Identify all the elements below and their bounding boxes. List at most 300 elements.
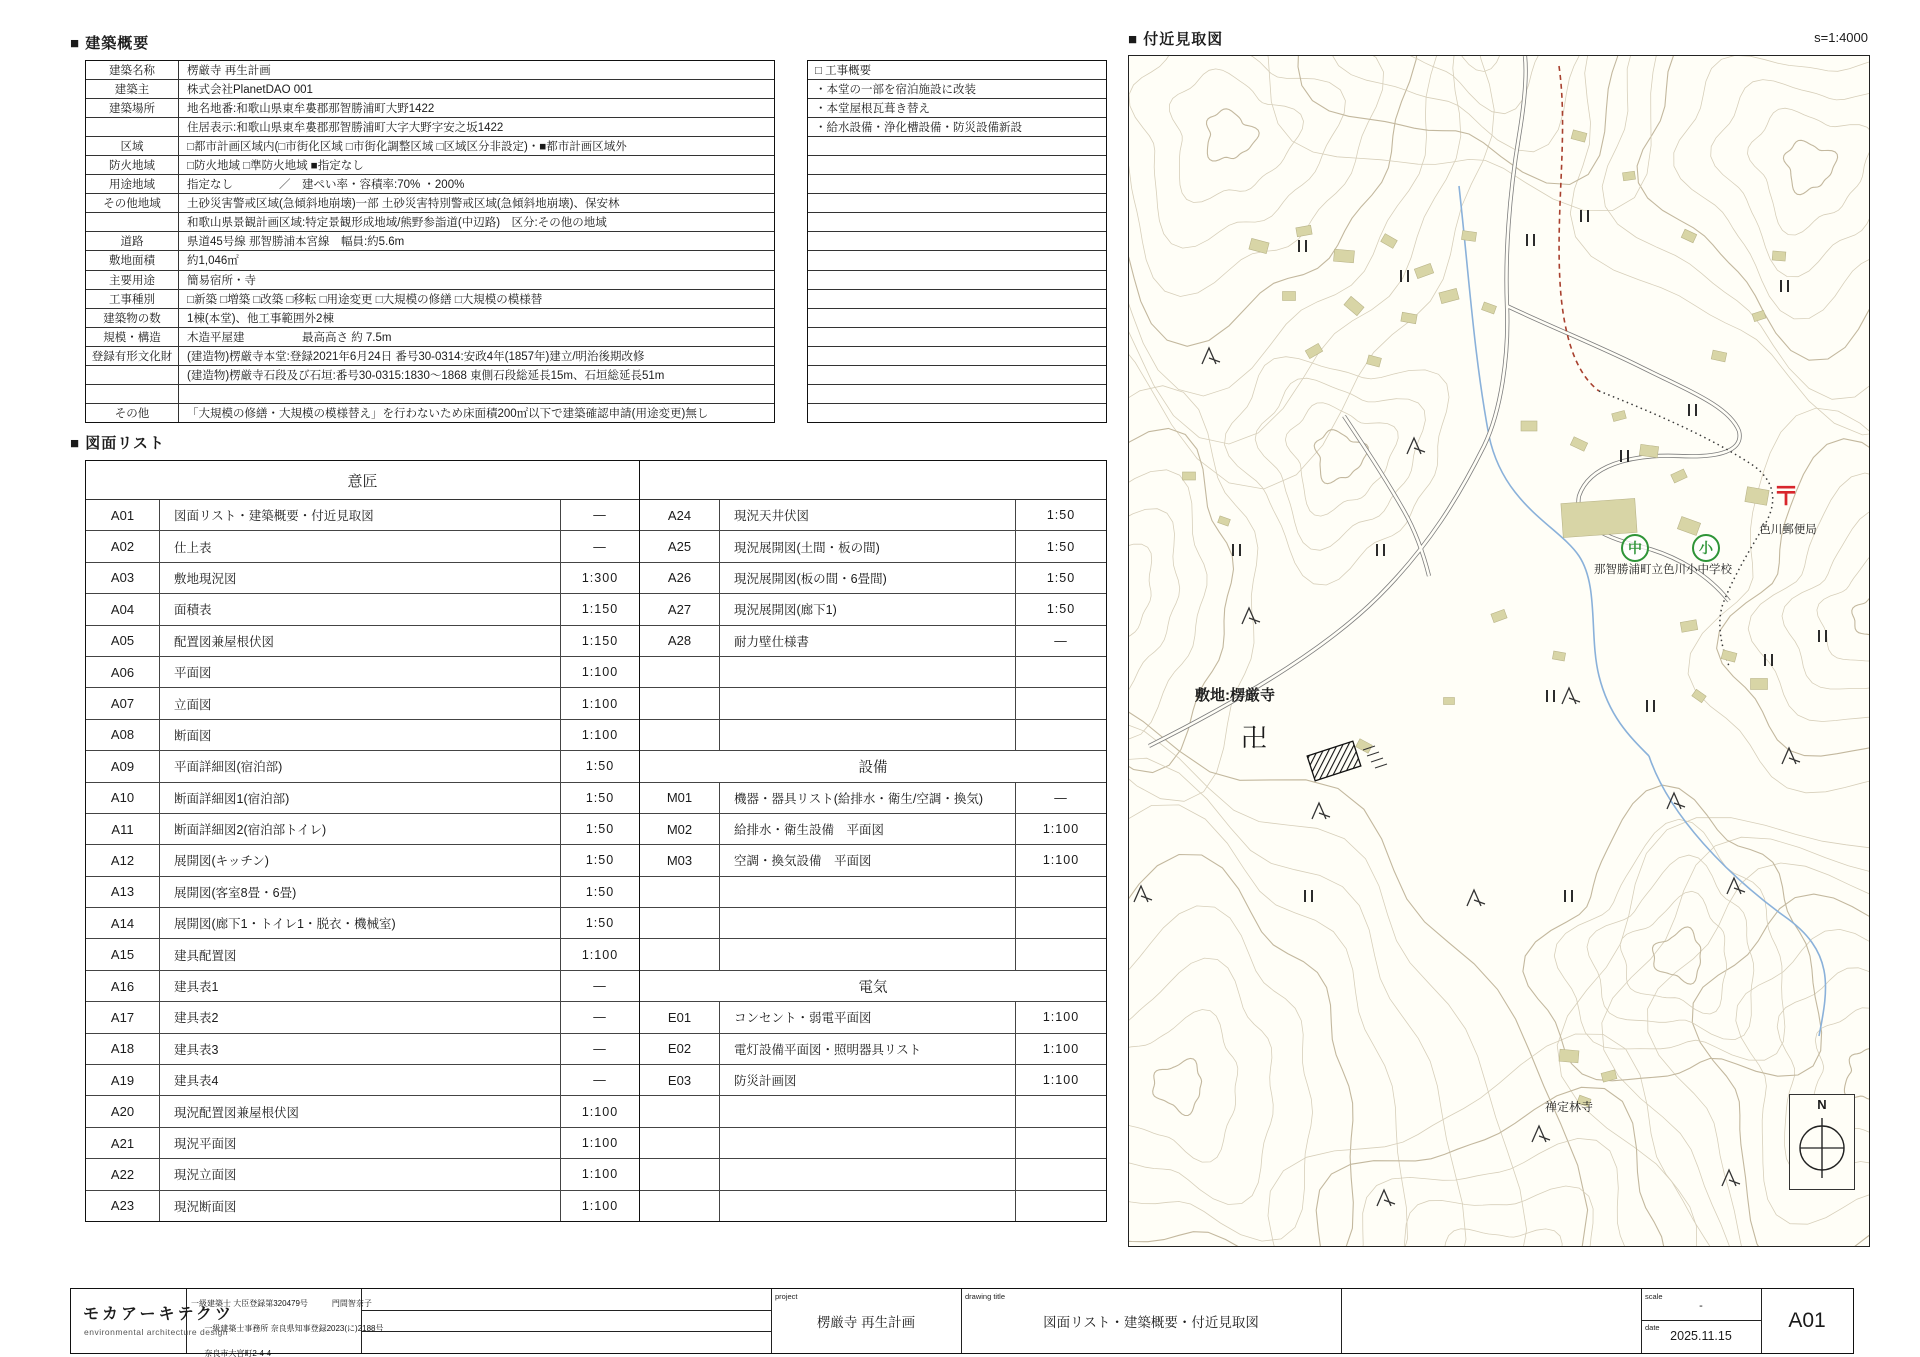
row-value: 株式会社PlanetDAO 001: [187, 84, 313, 97]
table-row: [86, 938, 639, 969]
list-item: [808, 365, 1106, 384]
registration-line: 一級建築士 大臣登録第320479号 門間智奈子: [191, 1299, 372, 1308]
drawing-scale: 1:100: [581, 665, 619, 680]
drawing-name: [720, 657, 1016, 687]
list-item: [808, 212, 1106, 231]
row-value: [179, 385, 774, 403]
tree-symbol: [1312, 803, 1330, 819]
project-name: 楞厳寺 再生計画: [816, 1315, 916, 1330]
drawing-name: [720, 1191, 1016, 1221]
field-symbol: [1527, 234, 1534, 246]
table-row: [86, 365, 774, 384]
drawing-number: M02: [640, 814, 720, 844]
table-row: [640, 593, 1106, 624]
drawing-number: A12: [86, 845, 160, 875]
drawing-number: A03: [86, 563, 160, 593]
firm-name: モカアーキテクツ: [83, 1306, 234, 1323]
field-symbol: [1377, 544, 1384, 556]
post-office-icon: 〒: [1773, 481, 1800, 511]
drawing-scale: 1:100: [581, 1136, 619, 1150]
drawing-number: A24: [640, 500, 720, 530]
table-row: [640, 844, 1106, 875]
field-symbol: [1819, 630, 1826, 642]
drawing-number: A21: [86, 1128, 160, 1158]
row-label: 工事種別: [86, 290, 179, 308]
table-row: [640, 1033, 1106, 1064]
row-value: 土砂災害警戒区域(急傾斜地崩壊)一部 土砂災害特別警戒区域(急傾斜地崩壊)、保安林: [187, 198, 620, 211]
tree-symbol: [1667, 793, 1685, 809]
drawing-number: [640, 720, 720, 750]
row-label: [86, 366, 179, 384]
drawing-number: [640, 1159, 720, 1189]
row-value: 楞厳寺 再生計画: [187, 65, 271, 78]
site-building-hatched: [1307, 741, 1361, 781]
drawing-name: 展開図(廊下1・トイレ1・脱衣・機械室): [160, 908, 561, 938]
table-row: [86, 1064, 639, 1095]
row-label: [86, 118, 179, 136]
title-block-row-line: [361, 1331, 771, 1332]
table-row: [86, 1095, 639, 1126]
drawing-name: 防災計画図: [720, 1065, 1016, 1095]
row-value: 県道45号線 那智勝浦本宮線 幅員:約5.6m: [187, 236, 405, 249]
table-row: [640, 500, 1106, 530]
drawing-name: 耐力壁仕様書: [720, 626, 1016, 656]
table-row: [86, 193, 774, 212]
drawing-scale: —: [593, 1041, 607, 1056]
drawing-number: [640, 1096, 720, 1126]
drawing-scale: 1:50: [1046, 570, 1076, 585]
table-row: [640, 1190, 1106, 1221]
table-row: [86, 782, 639, 813]
drawing-number: A20: [86, 1096, 160, 1126]
drawing-number: M01: [640, 783, 720, 813]
drawing-number: [640, 657, 720, 687]
row-value: (建造物)楞厳寺本堂:登録2021年6月24日 番号30-0314:安政4年(1857年)建立/明治後期改修: [187, 350, 645, 363]
zen-temple-label: 禅定林寺: [1544, 1100, 1593, 1114]
row-label: [86, 213, 179, 231]
elementary-school-icon: 小: [1692, 534, 1720, 562]
row-label: [86, 385, 179, 403]
drawing-name: 平面詳細図(宿泊部): [160, 751, 561, 781]
field-symbol: [1581, 210, 1588, 222]
table-row: [86, 289, 774, 308]
drawing-number: A19: [86, 1065, 160, 1095]
table-row: [86, 327, 774, 346]
list-item: [808, 174, 1106, 193]
drawing-name: 現況展開図(土間・板の間): [720, 531, 1016, 561]
field-symbol: [1689, 404, 1696, 416]
right-column-header-empty: [640, 461, 1106, 500]
row-label: 敷地面積: [86, 251, 179, 269]
topographic-map-graphic: [1129, 56, 1869, 1246]
table-row: [86, 1033, 639, 1064]
drawing-name: 建具表4: [160, 1065, 561, 1095]
table-row: [86, 384, 774, 403]
tree-symbol: [1377, 1190, 1395, 1206]
table-row: [86, 656, 639, 687]
drawing-scale: —: [1054, 633, 1068, 648]
drawing-scale: 1:150: [581, 602, 619, 617]
drawing-name: 現況断面図: [160, 1191, 561, 1221]
tree-symbol: [1782, 748, 1800, 764]
row-label: 建築物の数: [86, 309, 179, 327]
field-symbol: [1765, 654, 1772, 666]
tree-symbol: [1467, 890, 1485, 906]
stream-lines: [1459, 186, 1826, 1036]
list-item: [808, 384, 1106, 403]
drawing-number: A08: [86, 720, 160, 750]
drawing-name: [720, 1128, 1016, 1158]
date-value: 2025.11.15: [1670, 1329, 1732, 1343]
tree-symbol: [1202, 348, 1220, 364]
field-symbol: [1305, 890, 1312, 902]
table-row: [86, 750, 639, 781]
table-row: [640, 813, 1106, 844]
table-row: [86, 270, 774, 289]
drawing-scale: 1:50: [585, 790, 615, 805]
drawing-number: [640, 688, 720, 718]
table-row: [640, 907, 1106, 938]
list-item: [808, 289, 1106, 308]
drawing-list-left-rows: [86, 500, 639, 1221]
drawing-name: 現況立面図: [160, 1159, 561, 1189]
section-header-row: 設備: [640, 750, 1106, 781]
table-row: [86, 593, 639, 624]
drawing-scale: [1016, 877, 1106, 907]
drawing-scale: 1:100: [581, 1198, 619, 1213]
drawing-scale: 1:50: [1046, 602, 1076, 617]
drawing-number: E03: [640, 1065, 720, 1095]
row-value: (建造物)楞厳寺石段及び石垣:番号30-0315:1830〜1868 東側石段総延長15m、石垣総延長51m: [187, 369, 665, 382]
list-item: [808, 308, 1106, 327]
drawing-scale: 1:100: [1042, 822, 1080, 837]
table-row: [86, 500, 639, 530]
manji-temple-icon: 卍: [1241, 723, 1268, 753]
vicinity-map: [1128, 55, 1870, 1247]
table-row: [86, 1127, 639, 1158]
drawing-scale: 1:100: [581, 727, 619, 742]
row-value: 地名地番:和歌山県東牟婁郡那智勝浦町大野1422: [187, 103, 435, 116]
drawing-name: 配置図兼屋根伏図: [160, 626, 561, 656]
row-label: 用途地域: [86, 175, 179, 193]
drawing-scale: 1:100: [581, 947, 619, 962]
stone-steps: [1363, 746, 1387, 768]
tree-symbol: [1532, 1126, 1550, 1142]
table-row: [640, 1001, 1106, 1032]
drawing-number: [640, 1191, 720, 1221]
table-row: [86, 79, 774, 98]
tree-symbol: [1134, 886, 1152, 902]
post-office-label: 色川郵便局: [1759, 524, 1817, 536]
drawing-name: 面積表: [160, 594, 561, 624]
drawing-name: 建具配置図: [160, 939, 561, 969]
table-row: [640, 687, 1106, 718]
row-value: 指定なし ／ 建ぺい率・容積率:70% ・200%: [187, 179, 465, 192]
drawing-list-design-column: [86, 461, 640, 1221]
list-item: [808, 136, 1106, 155]
drawing-number: [640, 939, 720, 969]
drawing-name: 現況天井伏図: [720, 500, 1016, 530]
table-row: [640, 562, 1106, 593]
drawing-number: A18: [86, 1034, 160, 1064]
table-row: [640, 656, 1106, 687]
drawing-name: [720, 908, 1016, 938]
drawing-scale: [1016, 908, 1106, 938]
field-symbol: [1299, 240, 1306, 252]
tree-symbol: [1722, 1170, 1740, 1186]
row-label: 防火地域: [86, 156, 179, 174]
north-compass: [1789, 1094, 1855, 1190]
drawing-name: 平面図: [160, 657, 561, 687]
drawing-name: 建具表2: [160, 1002, 561, 1032]
section-header-row: 電気: [640, 970, 1106, 1001]
map-scale-note: s=1:4000: [1814, 30, 1868, 45]
drawing-scale: —: [593, 979, 607, 994]
trail-dashed-red: [1559, 66, 1599, 391]
row-value: □都市計画区域内(□市街化区域 □市街化調整区域 □区域区分非設定)・■都市計画区域外: [187, 141, 627, 154]
date-label: date: [1645, 1323, 1660, 1332]
sheet-number: A01: [1788, 1309, 1826, 1332]
drawing-scale: —: [593, 1073, 607, 1088]
drawing-number: A05: [86, 626, 160, 656]
drawing-title-label: drawing title: [965, 1292, 1006, 1301]
drawing-name: 電灯設備平面図・照明器具リスト: [720, 1034, 1016, 1064]
title-block-divider: [1341, 1289, 1342, 1353]
table-row: [86, 719, 639, 750]
drawing-number: E02: [640, 1034, 720, 1064]
drawing-scale: [1016, 657, 1106, 687]
row-value: 住居表示:和歌山県東牟婁郡那智勝浦町大字大野字安之坂1422: [187, 122, 504, 135]
row-label: その他: [86, 404, 179, 422]
drawing-number: [640, 908, 720, 938]
field-symbol: [1647, 700, 1654, 712]
drawing-scale: 1:100: [1042, 1010, 1080, 1025]
table-row: [86, 1001, 639, 1032]
middle-school-icon: 中: [1621, 534, 1649, 562]
drawing-number: A13: [86, 877, 160, 907]
drawing-number: A22: [86, 1159, 160, 1189]
building-footprints: [1183, 130, 1786, 1107]
table-row: [86, 970, 639, 1001]
scale-label: scale: [1645, 1292, 1663, 1301]
drawing-name: 仕上表: [160, 531, 561, 561]
drawing-name: [720, 1096, 1016, 1126]
table-row: [86, 813, 639, 844]
table-row: [640, 625, 1106, 656]
table-row: [86, 687, 639, 718]
table-row: [640, 1064, 1106, 1095]
row-value: 約1,046㎡: [187, 255, 239, 268]
drawing-scale: 1:50: [585, 853, 615, 868]
drawing-number: [640, 1128, 720, 1158]
drawing-number: [640, 877, 720, 907]
drawing-number: A04: [86, 594, 160, 624]
row-label: 規模・構造: [86, 328, 179, 346]
table-row: [86, 308, 774, 327]
table-row: [86, 250, 774, 269]
architect-registration: [191, 1298, 384, 1357]
building-overview-title: ■ 建築概要: [70, 35, 150, 52]
field-symbol: [1233, 544, 1240, 556]
compass-icon: [1791, 1112, 1853, 1182]
drawing-number: E01: [640, 1002, 720, 1032]
row-label: 登録有形文化財: [86, 347, 179, 365]
site-label: 敷地:楞厳寺: [1195, 687, 1275, 704]
list-item: [808, 193, 1106, 212]
row-label: 主要用途: [86, 271, 179, 289]
drawing-scale: [1016, 720, 1106, 750]
drawing-scale: 1:300: [581, 570, 619, 585]
list-item: [808, 327, 1106, 346]
row-label: 道路: [86, 232, 179, 250]
row-value: 「大規模の修繕・大規模の模様替え」を行わないため床面積200㎡以下で建築確認申請(用途変更)無し: [187, 407, 709, 420]
table-row: [86, 625, 639, 656]
drawing-list-table: [85, 460, 1107, 1222]
contour-lines: [1129, 56, 1869, 1246]
row-value: □新築 □増築 □改築 □移転 □用途変更 □大規模の修繕 □大規模の模様替: [187, 293, 543, 306]
field-symbol: [1781, 280, 1788, 292]
drawing-number: A09: [86, 751, 160, 781]
drawing-scale: 1:100: [1042, 1041, 1080, 1056]
drawing-name: 断面詳細図1(宿泊部): [160, 783, 561, 813]
drawing-name: 敷地現況図: [160, 563, 561, 593]
drawing-number: A11: [86, 814, 160, 844]
building-overview-table: [85, 60, 775, 423]
drawing-scale: 1:50: [585, 884, 615, 899]
drawing-name: 図面リスト・建築概要・付近見取図: [160, 500, 561, 530]
table-row: [86, 562, 639, 593]
list-item: ・給水設備・浄化槽設備・防災設備新設: [808, 117, 1106, 136]
title-block: [70, 1288, 1854, 1357]
drawing-number: A07: [86, 688, 160, 718]
drawing-name: 建具表1: [160, 971, 561, 1001]
drawing-scale: 1:100: [1042, 1073, 1080, 1088]
list-item: [808, 231, 1106, 250]
drawing-scale: 1:50: [585, 822, 615, 837]
list-item: [808, 270, 1106, 289]
construction-outline-header: □ 工事概要: [815, 65, 872, 78]
drawing-scale: 1:50: [1046, 539, 1076, 554]
road-lines: [1149, 56, 1740, 746]
table-row: [640, 530, 1106, 561]
field-symbol: [1547, 690, 1554, 702]
table-row: [86, 876, 639, 907]
drawing-number: A01: [86, 500, 160, 530]
drawing-name: コンセント・弱電平面図: [720, 1002, 1016, 1032]
table-row: [86, 907, 639, 938]
drawing-number: A06: [86, 657, 160, 687]
drawing-name: 展開図(客室8畳・6畳): [160, 877, 561, 907]
drawing-name: [720, 877, 1016, 907]
drawing-number: A02: [86, 531, 160, 561]
row-label: その他地域: [86, 194, 179, 212]
drawing-name: [720, 939, 1016, 969]
drawing-name: 機器・器具リスト(給排水・衛生/空調・換気): [720, 783, 1016, 813]
firm-subtitle: environmental architecture design: [84, 1327, 229, 1337]
row-label: 建築場所: [86, 99, 179, 117]
table-row: [640, 1158, 1106, 1189]
drawing-name: 断面詳細図2(宿泊部トイレ): [160, 814, 561, 844]
drawing-scale: —: [593, 508, 607, 523]
drawing-scale: 1:150: [581, 633, 619, 648]
scale-value: -: [1699, 1300, 1703, 1312]
drawing-scale: —: [593, 1010, 607, 1025]
field-symbol: [1401, 270, 1408, 282]
list-item: ・本堂の一部を宿泊施設に改装: [808, 79, 1106, 98]
table-row: [640, 719, 1106, 750]
table-row: [640, 1127, 1106, 1158]
drawing-name: 展開図(キッチン): [160, 845, 561, 875]
drawing-name: 断面図: [160, 720, 561, 750]
drawing-name: 建具表3: [160, 1034, 561, 1064]
table-row: [86, 61, 774, 79]
table-row: [86, 844, 639, 875]
drawing-scale: [1016, 688, 1106, 718]
drawing-number: A23: [86, 1191, 160, 1221]
drawing-scale: [1016, 1096, 1106, 1126]
drawing-name: 現況配置図兼屋根伏図: [160, 1096, 561, 1126]
row-value: 1棟(本堂)、他工事範囲外2棟: [187, 312, 334, 325]
drawing-scale: —: [1054, 790, 1068, 805]
registration-line: 一級建築士事務所 奈良県知事登録2023(に)2188号: [204, 1323, 384, 1333]
drawing-number: A17: [86, 1002, 160, 1032]
table-row: [86, 1158, 639, 1189]
drawing-number: A14: [86, 908, 160, 938]
drawing-number: A26: [640, 563, 720, 593]
drawing-scale: 1:50: [1046, 508, 1076, 523]
drawing-scale: 1:100: [581, 1104, 619, 1119]
drawing-scale: 1:50: [585, 759, 615, 774]
tree-symbol: [1242, 608, 1260, 624]
table-row: [640, 938, 1106, 969]
drawing-scale: 1:100: [581, 1167, 619, 1182]
drawing-scale: [1016, 1159, 1106, 1189]
drawing-name: 給排水・衛生設備 平面図: [720, 814, 1016, 844]
table-row: [640, 876, 1106, 907]
construction-outline-box: [807, 60, 1107, 423]
drawing-name: 現況展開図(廊下1): [720, 594, 1016, 624]
school-name-label: 那智勝浦町立色川小中学校: [1594, 564, 1732, 576]
table-row: [86, 174, 774, 193]
drawing-name: 現況平面図: [160, 1128, 561, 1158]
table-row: [640, 782, 1106, 813]
table-row: [86, 231, 774, 250]
drawing-scale: [1016, 939, 1106, 969]
drawing-scale: 1:50: [585, 916, 615, 931]
list-item: [808, 250, 1106, 269]
row-label: 建築主: [86, 80, 179, 98]
row-label: 区域: [86, 137, 179, 155]
registration-line: 奈良市大宮町2-4-4: [204, 1348, 272, 1357]
row-value: 木造平屋建 最高高さ 約 7.5m: [187, 331, 392, 344]
table-row: [86, 212, 774, 231]
drawing-number: A15: [86, 939, 160, 969]
drawing-number: A27: [640, 594, 720, 624]
drawing-scale: [1016, 1191, 1106, 1221]
drawing-scale: —: [593, 539, 607, 554]
table-row: [86, 117, 774, 136]
drawing-number: A25: [640, 531, 720, 561]
row-value: □防火地域 □準防火地域 ■指定なし: [187, 160, 364, 173]
north-label: N: [1817, 1097, 1827, 1112]
drawing-name: 立面図: [160, 688, 561, 718]
table-row: [86, 98, 774, 117]
drawing-scale: 1:100: [581, 696, 619, 711]
title-block-row-line: [361, 1310, 771, 1311]
vicinity-map-title: ■ 付近見取図: [1128, 31, 1224, 48]
drawing-number: A10: [86, 783, 160, 813]
project-label: project: [775, 1292, 798, 1301]
